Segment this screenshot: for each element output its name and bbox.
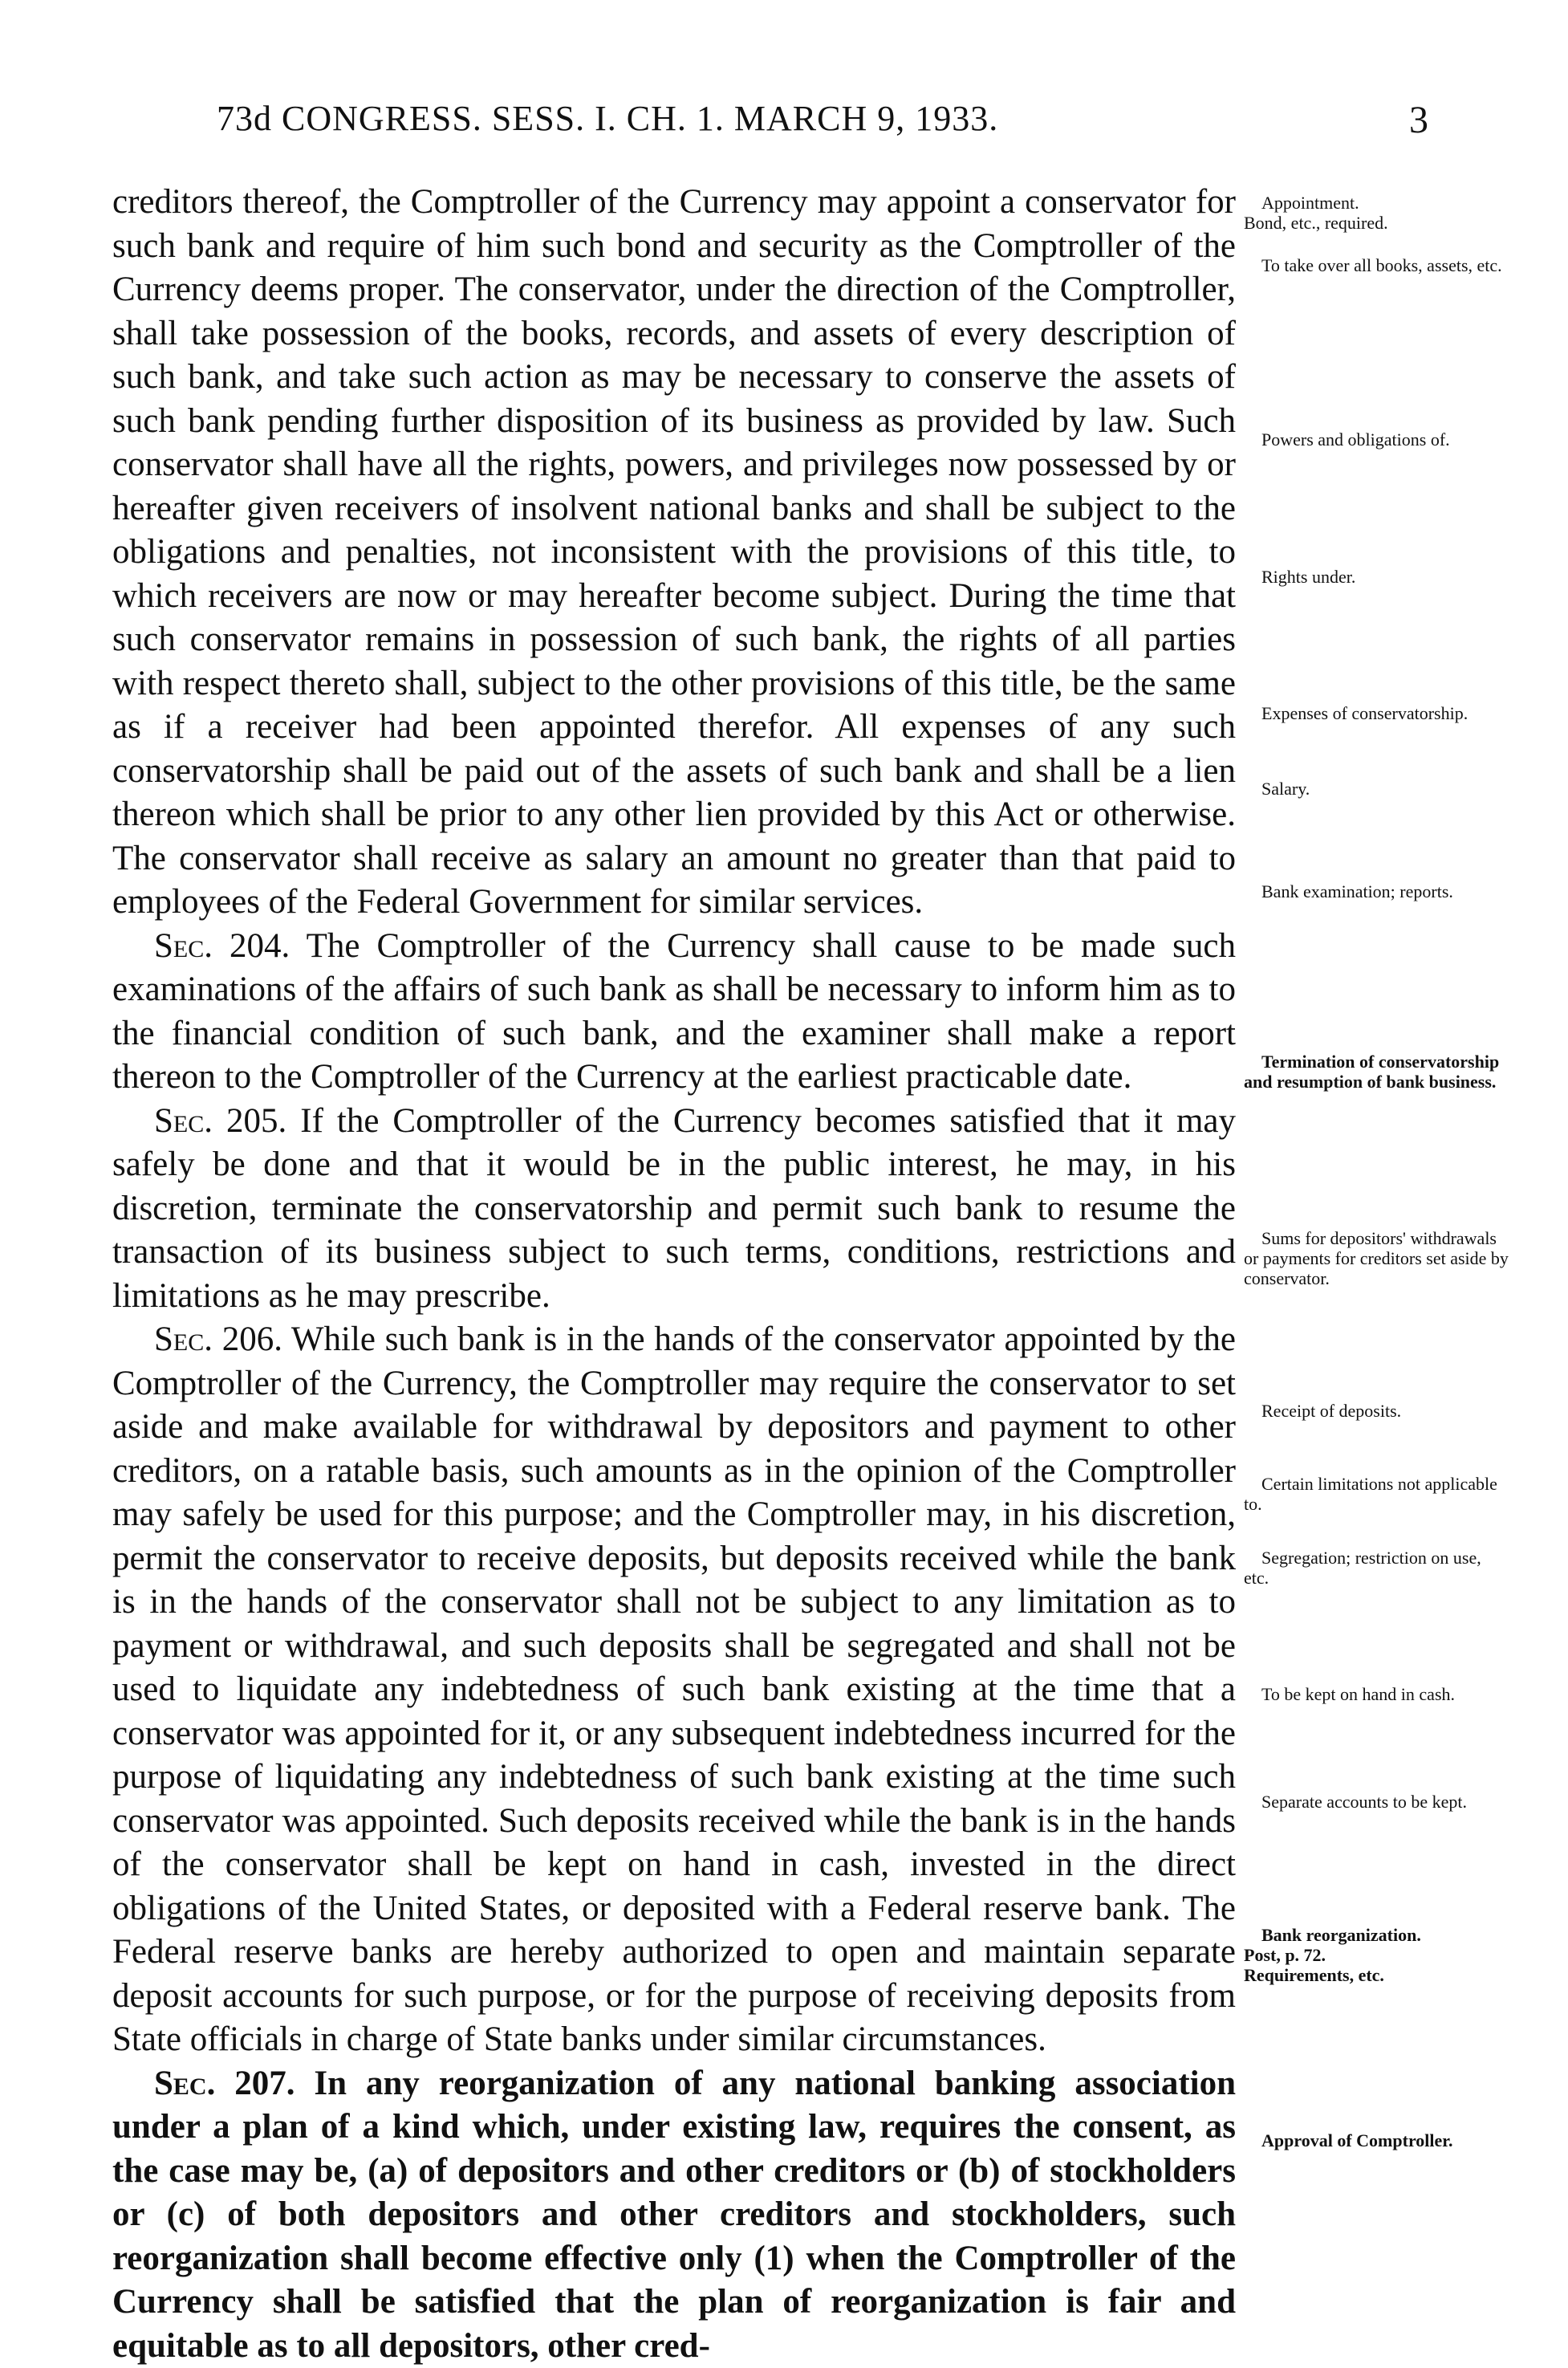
section-label: Sec. 205.: [154, 1102, 286, 1140]
margin-note: Approval of Comptroller.: [1244, 2130, 1509, 2150]
margin-note: To be kept on hand in cash.: [1244, 1684, 1509, 1704]
section-label: Sec. 206.: [154, 1320, 282, 1358]
margin-note: Appointment. Bond, etc., required.: [1244, 193, 1509, 233]
margin-note: Sums for depositors' withdrawals or payments for creditors set aside by conservator.: [1244, 1228, 1509, 1288]
paragraph-text: While such bank is in the hands of the conservator appointed by the Comptroller of the Currency, the Comptroller may require the conservator to set aside and make available for withdrawal by depositors and payment to other creditors, on a ratable basis, such amounts as in the opinion of the Comptroller may safely be used for this purpose; and the Comptroller may, in his discretion, permit the conservator to receive deposits, but deposits received while the bank is in the hands of the conservator shall not be subject to any limitation as to payment or withdrawal, and such deposits shall be segregated and shall not be used to liquidate any indebtedness of such bank existing at the time that a conservator was appointed for it, or any subsequent indebtedness incurred for the purpose of liquidating any indebtedness of such bank existing at the time such conservator was appointed. Such deposits received while the bank is in the hands of the conservator shall be kept on hand in cash, invested in the direct obligations of the United States, or deposited with a Federal reserve bank. The Federal reserve banks are hereby authorized to open and maintain separate deposit accounts for such purpose, or for the purpose of receiving deposits from State officials in charge of State banks under similar circumstances.: [112, 1320, 1236, 2058]
margin-note: Expenses of conservatorship.: [1244, 703, 1509, 723]
paragraph-continued: [112, 181, 1236, 925]
margin-notes: [1244, 0, 1509, 2312]
margin-note: Powers and obligations of.: [1244, 429, 1509, 450]
margin-note: Segregation; restriction on use, etc.: [1244, 1548, 1509, 1588]
margin-note: To take over all books, assets, etc.: [1244, 255, 1509, 275]
paragraph-text: creditors thereof, the Comptroller of the Currency may appoint a conservator for such bank and require of him such bond and security as the Comptroller of the Currency deems proper. The conservator, under the direction of the Comptroller, shall take possession of the books, records, and assets of every description of such bank, and take such action as may be necessary to conserve the assets of such bank pending further disposition of its business as provided by law. Such conservator shall have all the rights, powers, and privileges now possessed by or hereafter given receivers of insolvent national banks and shall be subject to the obligations and penalties, not inconsistent with the provisions of this title, to which receivers are now or may hereafter become subject. During the time that such conservator remains in possession of such bank, the rights of all parties with respect thereto shall, subject to the other provisions of this title, be the same as if a receiver had been appointed therefor. All expenses of any such conservatorship shall be paid out of the assets of such bank and shall be a lien thereon which shall be prior to any other lien provided by this Act or otherwise. The conservator shall receive as salary an amount no greater than that paid to employees of the Federal Government for similar services.: [112, 183, 1236, 921]
section-207: [112, 2062, 1236, 2368]
margin-note: Bank examination; reports.: [1244, 881, 1509, 901]
section-204: [112, 925, 1236, 1100]
section-label: Sec. 204.: [154, 927, 290, 965]
paragraph-text: In any reorganization of any national banking association under a plan of a kind which, under existing law, requires the consent, as the case may be, (a) of depositors and other creditors or (b) of stockholders or (c) of both depositors and other creditors and stockholders, such reorganization shall become effective only (1) when the Comptroller of the Currency shall be satisfied that the plan of reorganization is fair and equitable as to all depositors, other cred-: [112, 2065, 1236, 2365]
margin-note: Termination of conservatorship and resumption of bank business.: [1244, 1052, 1509, 1092]
section-205: [112, 1100, 1236, 1319]
margin-note: Rights under.: [1244, 567, 1509, 587]
section-206: [112, 1318, 1236, 2062]
section-label: Sec. 207.: [154, 2065, 295, 2102]
page-number: 3: [1409, 98, 1428, 142]
statute-body: [112, 181, 1236, 2368]
margin-note: Salary.: [1244, 779, 1509, 799]
margin-note: Separate accounts to be kept.: [1244, 1792, 1509, 1812]
running-head: 73d CONGRESS. SESS. I. CH. 1. MARCH 9, 1933.: [217, 98, 998, 139]
margin-note: Certain limitations not applicable to.: [1244, 1474, 1509, 1514]
margin-note: Receipt of deposits.: [1244, 1401, 1509, 1421]
page-header: [112, 98, 1428, 154]
margin-note: Bank reorganization. Post, p. 72. Requirements, etc.: [1244, 1925, 1509, 1985]
paragraph-text: The Comptroller of the Currency shall cause to be made such examinations of the affairs of such bank as shall be necessary to inform him as to the financial condition of such bank, and the examiner shall make a report thereon to the Comptroller of the Currency at the earliest practicable date.: [112, 927, 1236, 1097]
paragraph-text: If the Comptroller of the Currency becomes satisfied that it may safely be done and that it would be in the public interest, he may, in his discretion, terminate the conservatorship and permit such bank to resume the transaction of its business subject to such terms, conditions, restrictions and limitations as he may prescribe.: [112, 1102, 1236, 1315]
